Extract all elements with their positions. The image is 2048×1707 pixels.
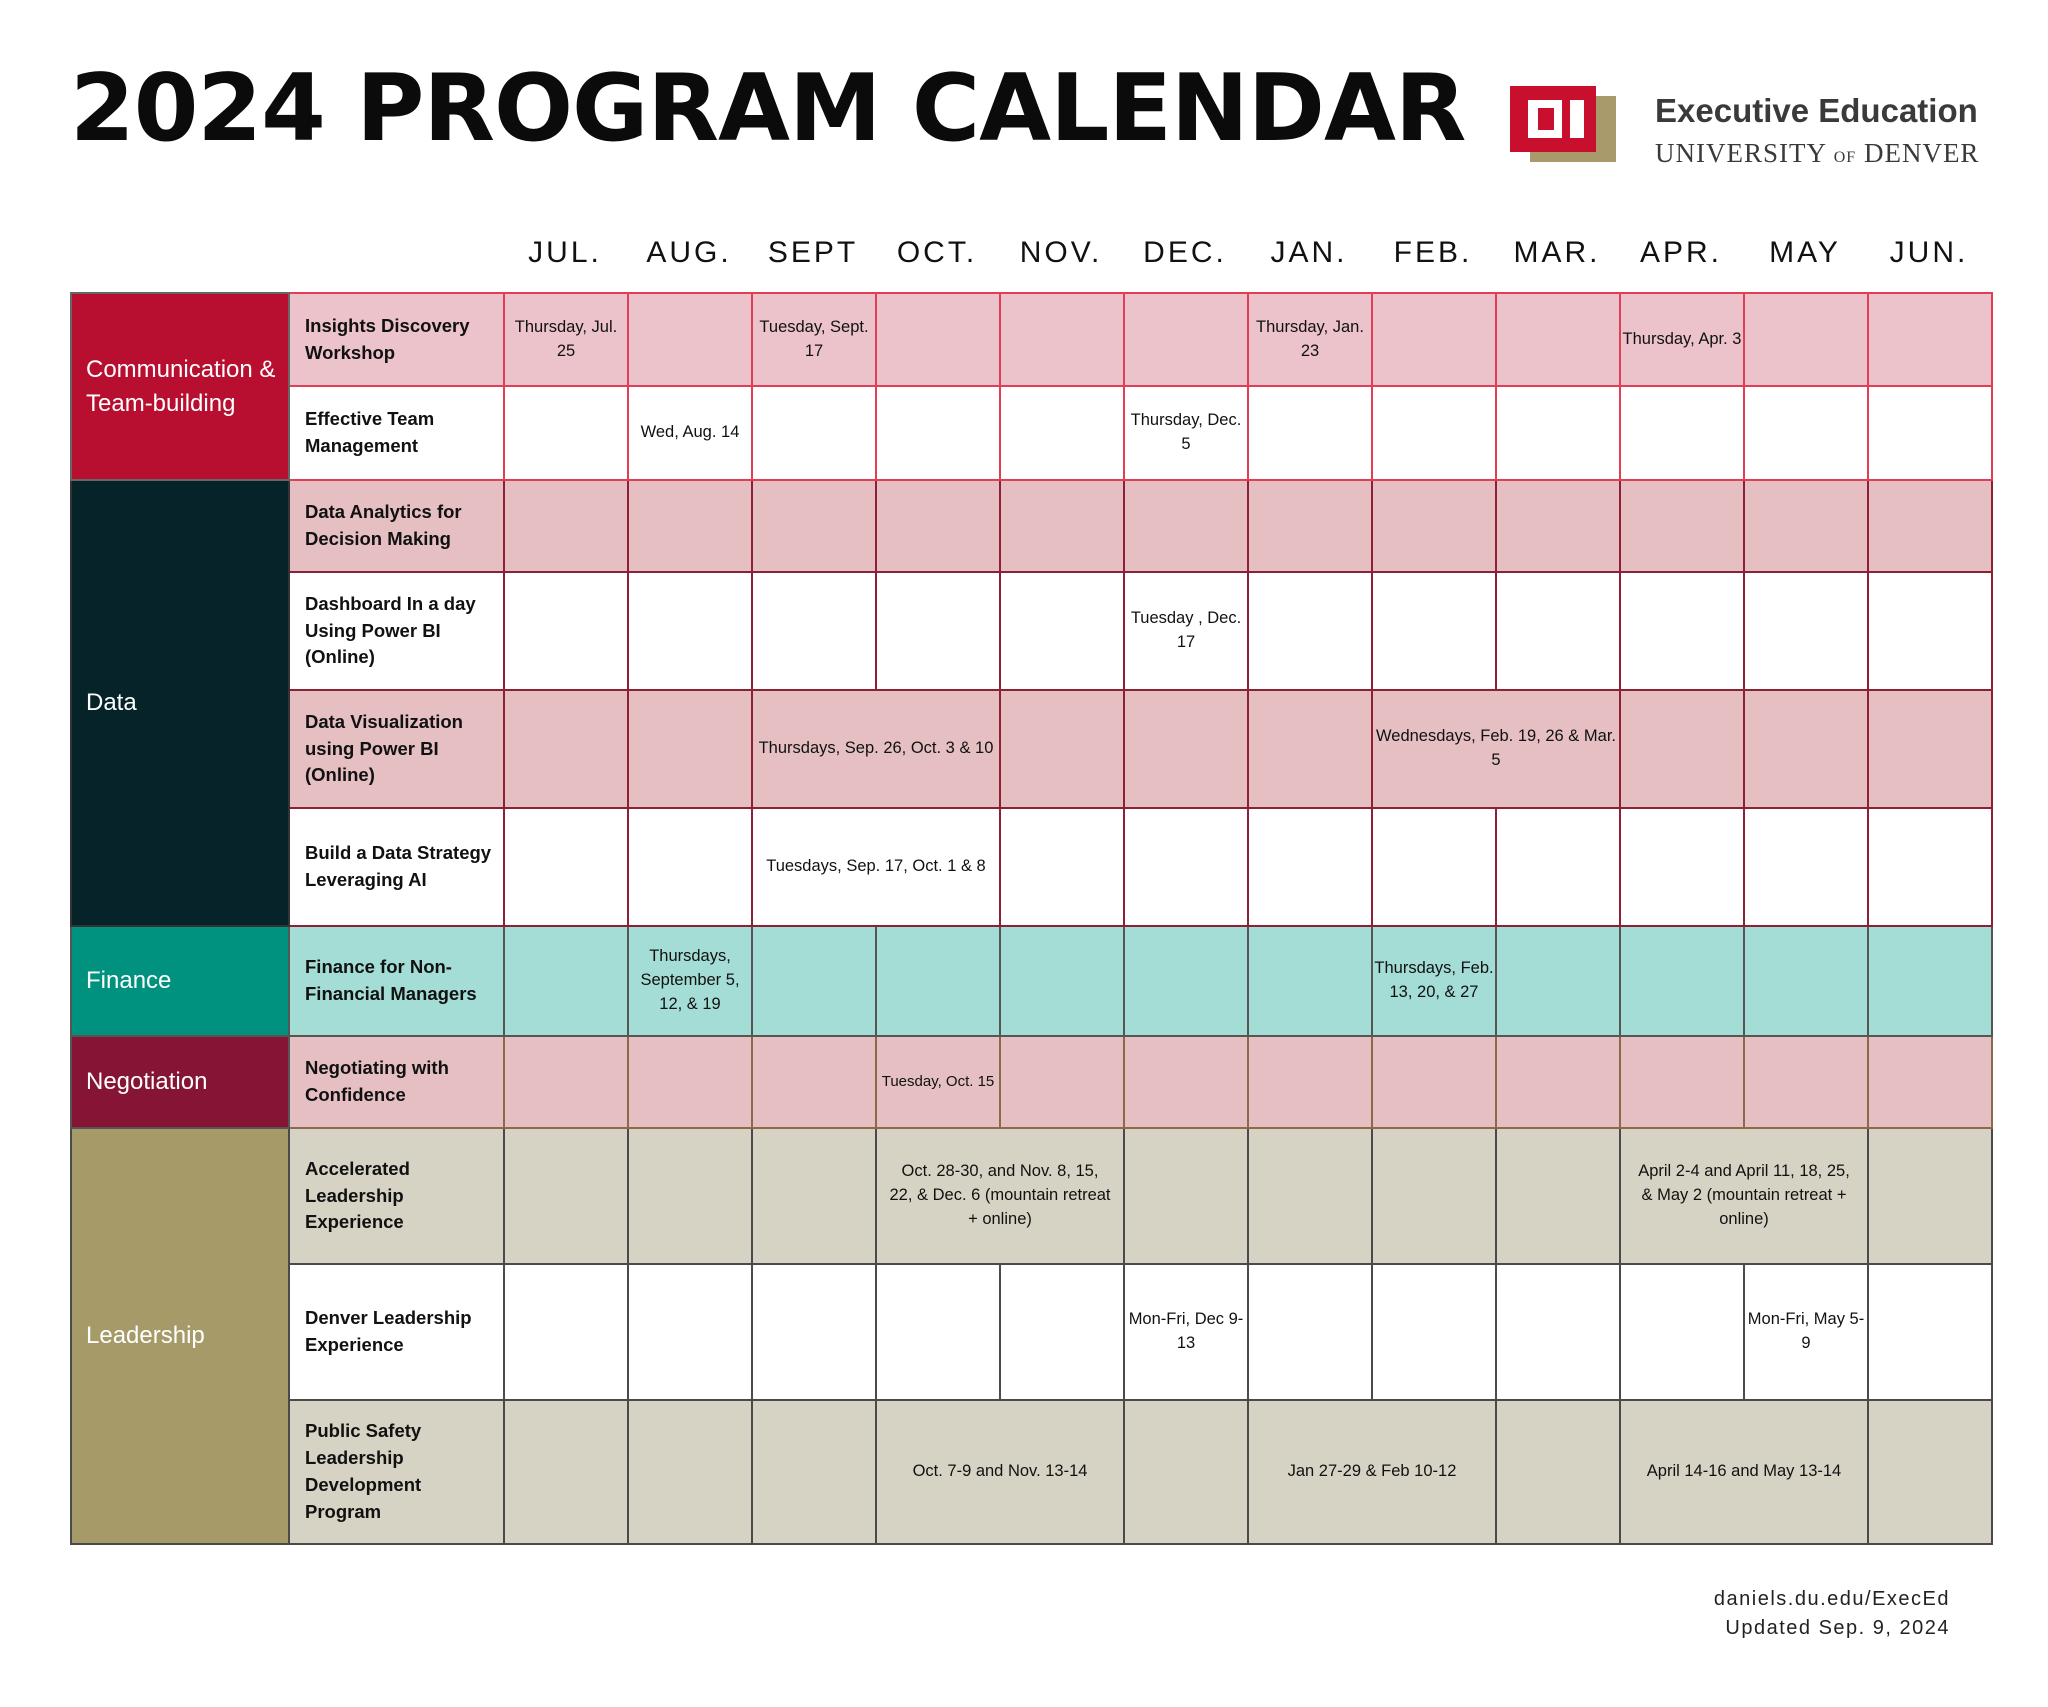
category-negotiation: Negotiation	[71, 1036, 289, 1128]
date-cell	[876, 480, 1000, 572]
date-cell: Thursdays, Feb. 13, 20, & 27	[1372, 926, 1496, 1036]
date-cell	[876, 926, 1000, 1036]
date-cell	[1620, 926, 1744, 1036]
date-cell	[1620, 1264, 1744, 1400]
date-cell	[628, 808, 752, 926]
month-label: SEPT	[767, 236, 859, 269]
date-cell: Wed, Aug. 14	[628, 386, 752, 480]
table-row	[71, 572, 1992, 690]
program-effective-team-management[interactable]: Effective Team Management	[289, 386, 504, 480]
date-cell	[628, 480, 752, 572]
date-cell	[1124, 808, 1248, 926]
date-cell	[1372, 808, 1496, 926]
date-cell	[876, 386, 1000, 480]
program-accelerated-leadership[interactable]: Accelerated Leadership Experience	[289, 1128, 504, 1264]
program-finance-non-financial[interactable]: Finance for Non-Financial Managers	[289, 926, 504, 1036]
date-cell	[1124, 293, 1248, 386]
date-cell	[1124, 1036, 1248, 1128]
date-cell	[1496, 926, 1620, 1036]
month-label: APR.	[1639, 236, 1723, 269]
date-cell	[1248, 690, 1372, 808]
date-cell	[1620, 808, 1744, 926]
table-row	[71, 480, 1992, 572]
date-cell	[752, 386, 876, 480]
date-cell	[1744, 1036, 1868, 1128]
date-cell: Tuesday, Oct. 15	[876, 1036, 1000, 1128]
program-dashboard-power-bi[interactable]: Dashboard In a day Using Power BI (Online)	[289, 572, 504, 690]
month-label: NOV.	[1019, 236, 1103, 269]
date-cell	[1744, 808, 1868, 926]
date-cell	[752, 1128, 876, 1264]
date-cell	[1620, 386, 1744, 480]
date-cell	[1248, 480, 1372, 572]
date-cell	[504, 480, 628, 572]
table-row	[71, 1128, 1992, 1264]
date-cell	[1248, 926, 1372, 1036]
date-cell	[1000, 480, 1124, 572]
table-row	[71, 808, 1992, 926]
date-cell	[628, 690, 752, 808]
du-logo-icon	[1508, 84, 1620, 164]
date-cell	[752, 572, 876, 690]
date-cell	[1372, 572, 1496, 690]
footer-updated: Updated Sep. 9, 2024	[1725, 1617, 1950, 1639]
date-cell	[1124, 1128, 1248, 1264]
month-label: OCT.	[896, 236, 978, 269]
date-cell: April 2-4 and April 11, 18, 25, & May 2 (mountain retreat + online)	[1620, 1128, 1868, 1264]
program-denver-leadership[interactable]: Denver Leadership Experience	[289, 1264, 504, 1400]
footer	[1714, 1585, 1950, 1643]
date-cell: Thursday, Jan. 23	[1248, 293, 1372, 386]
date-cell	[1496, 1128, 1620, 1264]
date-cell	[1496, 386, 1620, 480]
date-cell	[1248, 808, 1372, 926]
brand-university-post: DENVER	[1863, 138, 1980, 168]
date-cell	[504, 808, 628, 926]
date-cell	[1744, 572, 1868, 690]
date-cell	[876, 572, 1000, 690]
date-cell: Thursday, Dec. 5	[1124, 386, 1248, 480]
date-cell: Mon-Fri, May 5-9	[1744, 1264, 1868, 1400]
category-communication: Communication & Team-building	[71, 293, 289, 480]
date-cell	[1000, 386, 1124, 480]
date-cell	[504, 1400, 628, 1544]
month-label: MAR.	[1513, 236, 1601, 269]
date-cell: Thursdays, September 5, 12, & 19	[628, 926, 752, 1036]
table-row	[71, 1264, 1992, 1400]
date-cell	[1372, 386, 1496, 480]
date-cell	[1248, 386, 1372, 480]
date-cell	[876, 1264, 1000, 1400]
date-cell	[1868, 808, 1992, 926]
date-cell	[1248, 1128, 1372, 1264]
date-cell	[1124, 690, 1248, 808]
date-cell	[752, 1036, 876, 1128]
brand-university-pre: UNIVERSITY	[1655, 138, 1826, 168]
date-cell	[1744, 480, 1868, 572]
date-cell	[1620, 572, 1744, 690]
date-cell	[1868, 480, 1992, 572]
date-cell	[504, 572, 628, 690]
date-cell	[1124, 480, 1248, 572]
date-cell	[1496, 1400, 1620, 1544]
table-row	[71, 386, 1992, 480]
date-cell	[628, 1036, 752, 1128]
date-cell	[628, 1400, 752, 1544]
date-cell: Jan 27-29 & Feb 10-12	[1248, 1400, 1496, 1544]
date-cell	[504, 386, 628, 480]
category-data: Data	[71, 480, 289, 926]
date-cell	[1868, 1264, 1992, 1400]
date-cell	[1496, 480, 1620, 572]
date-cell	[752, 1400, 876, 1544]
date-cell	[1496, 293, 1620, 386]
date-cell	[752, 1264, 876, 1400]
date-cell	[628, 572, 752, 690]
date-cell: April 14-16 and May 13-14	[1620, 1400, 1868, 1544]
month-label: DEC.	[1143, 236, 1227, 269]
date-cell	[1868, 1036, 1992, 1128]
date-cell	[1248, 572, 1372, 690]
brand-name: Executive Education	[1655, 92, 1978, 129]
program-insights-discovery[interactable]: Insights Discovery Workshop	[289, 293, 504, 386]
date-cell	[1868, 386, 1992, 480]
date-cell	[628, 1264, 752, 1400]
date-cell	[1000, 926, 1124, 1036]
program-calendar-table	[70, 292, 1993, 1545]
category-finance: Finance	[71, 926, 289, 1036]
month-label: JAN.	[1270, 236, 1348, 269]
table-row	[71, 293, 1992, 386]
date-cell	[1124, 1400, 1248, 1544]
date-cell	[504, 1128, 628, 1264]
footer-url[interactable]: daniels.du.edu/ExecEd	[1713, 1588, 1950, 1610]
date-cell	[504, 690, 628, 808]
date-cell	[1744, 293, 1868, 386]
date-cell	[628, 1128, 752, 1264]
date-cell: Oct. 7-9 and Nov. 13-14	[876, 1400, 1124, 1544]
date-cell	[1248, 1264, 1372, 1400]
date-cell	[1620, 1036, 1744, 1128]
date-cell	[752, 926, 876, 1036]
program-data-visualization[interactable]: Data Visualization using Power BI (Online)	[289, 690, 504, 808]
date-cell	[504, 926, 628, 1036]
date-cell: Wednesdays, Feb. 19, 26 & Mar. 5	[1372, 690, 1620, 808]
date-cell	[1744, 690, 1868, 808]
date-cell	[1620, 480, 1744, 572]
date-cell: Thursday, Jul. 25	[504, 293, 628, 386]
date-cell	[1248, 1036, 1372, 1128]
date-cell	[1744, 386, 1868, 480]
program-public-safety-leadership[interactable]: Public Safety Leadership Development Program	[289, 1400, 504, 1544]
date-cell	[1868, 1400, 1992, 1544]
date-cell: Tuesday , Dec. 17	[1124, 572, 1248, 690]
date-cell: Oct. 28-30, and Nov. 8, 15, 22, & Dec. 6 (mountain retreat + online)	[876, 1128, 1124, 1264]
date-cell	[1000, 293, 1124, 386]
date-cell	[1868, 690, 1992, 808]
date-cell	[752, 480, 876, 572]
date-cell	[1620, 690, 1744, 808]
date-cell	[1124, 926, 1248, 1036]
brand-university-of: OF	[1833, 149, 1857, 166]
date-cell	[1868, 293, 1992, 386]
date-cell	[1000, 1036, 1124, 1128]
date-cell: Mon-Fri, Dec 9-13	[1124, 1264, 1248, 1400]
program-data-strategy-ai[interactable]: Build a Data Strategy Leveraging AI	[289, 808, 504, 926]
month-label: AUG.	[646, 236, 732, 269]
date-cell: Tuesday, Sept. 17	[752, 293, 876, 386]
program-data-analytics[interactable]: Data Analytics for Decision Making	[289, 480, 504, 572]
date-cell	[1868, 572, 1992, 690]
category-leadership: Leadership	[71, 1128, 289, 1544]
month-label: MAY	[1769, 236, 1841, 269]
date-cell	[628, 293, 752, 386]
brand-university	[1655, 138, 1979, 169]
month-label: FEB.	[1393, 236, 1473, 269]
month-label: JUN.	[1889, 236, 1969, 269]
date-cell	[1372, 480, 1496, 572]
table-row	[71, 1400, 1992, 1544]
date-cell	[1000, 690, 1124, 808]
date-cell	[1372, 293, 1496, 386]
date-cell	[1372, 1264, 1496, 1400]
table-row	[71, 926, 1992, 1036]
date-cell: Thursday, Apr. 3	[1620, 293, 1744, 386]
date-cell: Tuesdays, Sep. 17, Oct. 1 & 8	[752, 808, 1000, 926]
date-cell	[1496, 572, 1620, 690]
date-cell	[1744, 926, 1868, 1036]
date-cell	[1496, 1264, 1620, 1400]
program-negotiating-confidence[interactable]: Negotiating with Confidence	[289, 1036, 504, 1128]
date-cell	[1372, 1036, 1496, 1128]
table-row	[71, 690, 1992, 808]
month-header	[503, 236, 1991, 272]
date-cell	[1868, 926, 1992, 1036]
date-cell	[504, 1036, 628, 1128]
date-cell	[1868, 1128, 1992, 1264]
page-title: 2024 PROGRAM CALENDAR	[70, 54, 1466, 162]
date-cell	[1000, 1264, 1124, 1400]
date-cell	[504, 1264, 628, 1400]
date-cell	[1372, 1128, 1496, 1264]
date-cell	[1496, 1036, 1620, 1128]
date-cell	[1496, 808, 1620, 926]
date-cell	[1000, 808, 1124, 926]
table-row	[71, 1036, 1992, 1128]
month-label: JUL.	[528, 236, 602, 269]
date-cell: Thursdays, Sep. 26, Oct. 3 & 10	[752, 690, 1000, 808]
date-cell	[1000, 572, 1124, 690]
date-cell	[876, 293, 1000, 386]
